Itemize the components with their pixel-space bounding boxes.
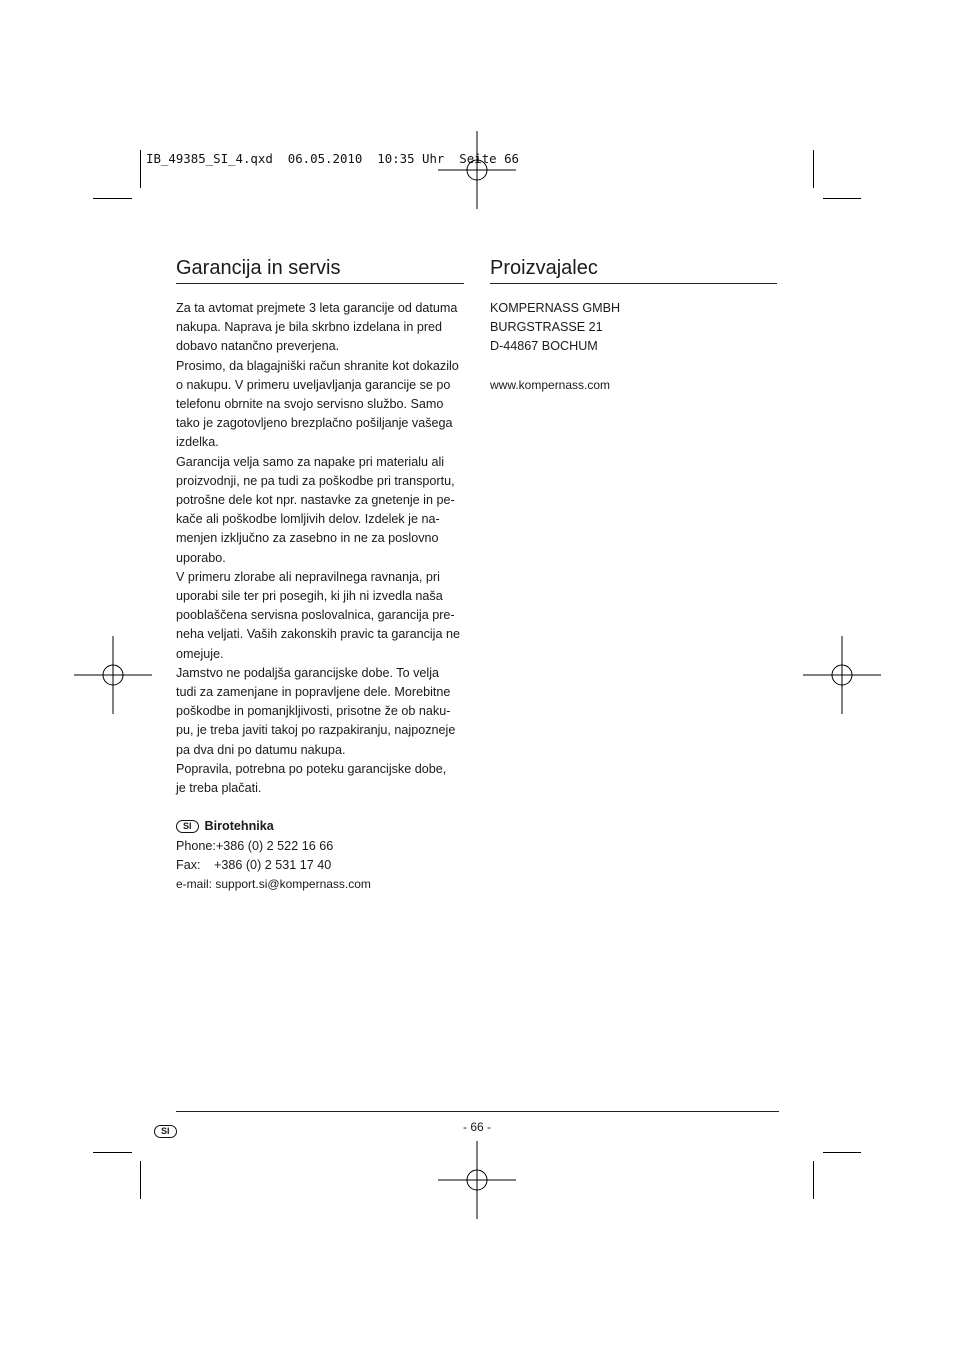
registration-mark-icon <box>74 636 152 714</box>
warranty-line: nakupa. Naprava je bila skrbno izdelana in pred <box>176 320 443 335</box>
registration-mark-icon <box>438 131 516 209</box>
service-phone-line <box>176 837 476 856</box>
service-email-line <box>176 875 476 894</box>
service-company: Birotehnika <box>204 819 274 834</box>
manufacturer-city: D-44867 BOCHUM <box>490 339 598 354</box>
warranty-line: Prosimo, da blagajniški račun shranite kot dokazilo <box>176 358 459 373</box>
page-number: - 66 - <box>462 1120 491 1134</box>
email-label: e-mail: <box>176 877 213 892</box>
crop-mark <box>823 1152 861 1153</box>
warranty-line: V primeru zlorabe ali nepravilnega ravnanja, pri <box>176 569 440 584</box>
warranty-line: neha veljati. Vaših zakonskih pravic ta garancija ne <box>176 627 460 642</box>
paragraph-gap <box>176 798 476 817</box>
warranty-line: izdelka. <box>176 435 219 450</box>
warranty-line: tudi za zamenjane in popravljene dele. Morebitne <box>176 685 451 700</box>
manufacturer-name: KOMPERNASS GMBH <box>490 301 621 315</box>
warranty-line: pa dva dni po datumu nakupa. <box>176 742 346 757</box>
crop-mark <box>93 1152 132 1153</box>
fax-label: Fax: <box>176 857 201 872</box>
manufacturer-heading: Proizvajalec <box>490 256 777 284</box>
warranty-line: o nakupu. V primeru uveljavljanja garancije se po <box>176 377 451 392</box>
warranty-line: kače ali poškodbe lomljivih delov. Izdelek je na- <box>176 512 440 527</box>
warranty-line: potrošne dele kot npr. nastavke za gnetenje in pe- <box>176 493 455 508</box>
warranty-heading: Garancija in servis <box>176 256 464 284</box>
registration-mark-icon <box>803 636 881 714</box>
printer-slug: IB_49385_SI_4.qxd 06.05.2010 10:35 Uhr Seite 66 <box>146 151 519 166</box>
warranty-line: Popravila, potrebna po poteku garancijske dobe, <box>176 761 447 776</box>
crop-mark <box>140 150 141 188</box>
warranty-line: uporabo. <box>176 550 226 565</box>
warranty-body <box>176 299 476 894</box>
warranty-line: pu, je treba javiti takoj po razpakiranju, najpozneje <box>176 723 456 738</box>
manufacturer-street: BURGSTRASSE 21 <box>490 320 603 335</box>
registration-mark-icon <box>438 1141 516 1219</box>
warranty-line: tako je zagotovljeno brezplačno pošiljanje vašega <box>176 416 453 431</box>
warranty-line: proizvodnji, ne pa tudi za poškodbe pri transportu, <box>176 473 455 488</box>
warranty-line: dobavo natančno preverjena. <box>176 339 340 354</box>
warranty-line: Garancija velja samo za napake pri materialu ali <box>176 454 445 469</box>
warranty-line: pooblaščena servisna poslovalnica, garancija pre- <box>176 608 455 623</box>
warranty-line: je treba plačati. <box>176 781 262 796</box>
footer-rule <box>176 1111 779 1112</box>
crop-mark <box>813 1161 814 1199</box>
crop-mark <box>140 1161 141 1199</box>
manufacturer-body <box>490 299 777 395</box>
warranty-line: omejuje. <box>176 646 224 661</box>
service-phone: +386 (0) 2 522 16 66 <box>215 838 334 853</box>
crop-mark <box>93 198 132 199</box>
country-badge: SI <box>176 820 199 833</box>
warranty-line: telefonu obrnite na svojo servisno službo. Samo <box>176 397 444 412</box>
country-badge: SI <box>154 1125 177 1138</box>
paragraph-gap <box>490 357 777 376</box>
service-fax: +386 (0) 2 531 17 40 <box>214 857 332 872</box>
warranty-line: uporabi sile ter pri posegih, ki jih ni izvedla naša <box>176 589 443 604</box>
service-company-line <box>176 817 476 836</box>
warranty-line: Jamstvo ne podaljša garancijske dobe. To velja <box>176 665 439 680</box>
phone-label: Phone: <box>176 838 216 853</box>
manufacturer-website[interactable]: www.kompernass.com <box>490 377 611 392</box>
crop-mark <box>813 150 814 188</box>
warranty-line: poškodbe in pomanjkljivosti, prisotne že ob naku- <box>176 704 451 719</box>
service-fax-line <box>176 856 476 875</box>
crop-mark <box>823 198 861 199</box>
service-email[interactable]: support.si@kompernass.com <box>215 877 371 892</box>
warranty-line: menjen izključno za zasebno in ne za poslovno <box>176 531 439 546</box>
warranty-line: Za ta avtomat prejmete 3 leta garancije od datuma <box>176 301 458 315</box>
